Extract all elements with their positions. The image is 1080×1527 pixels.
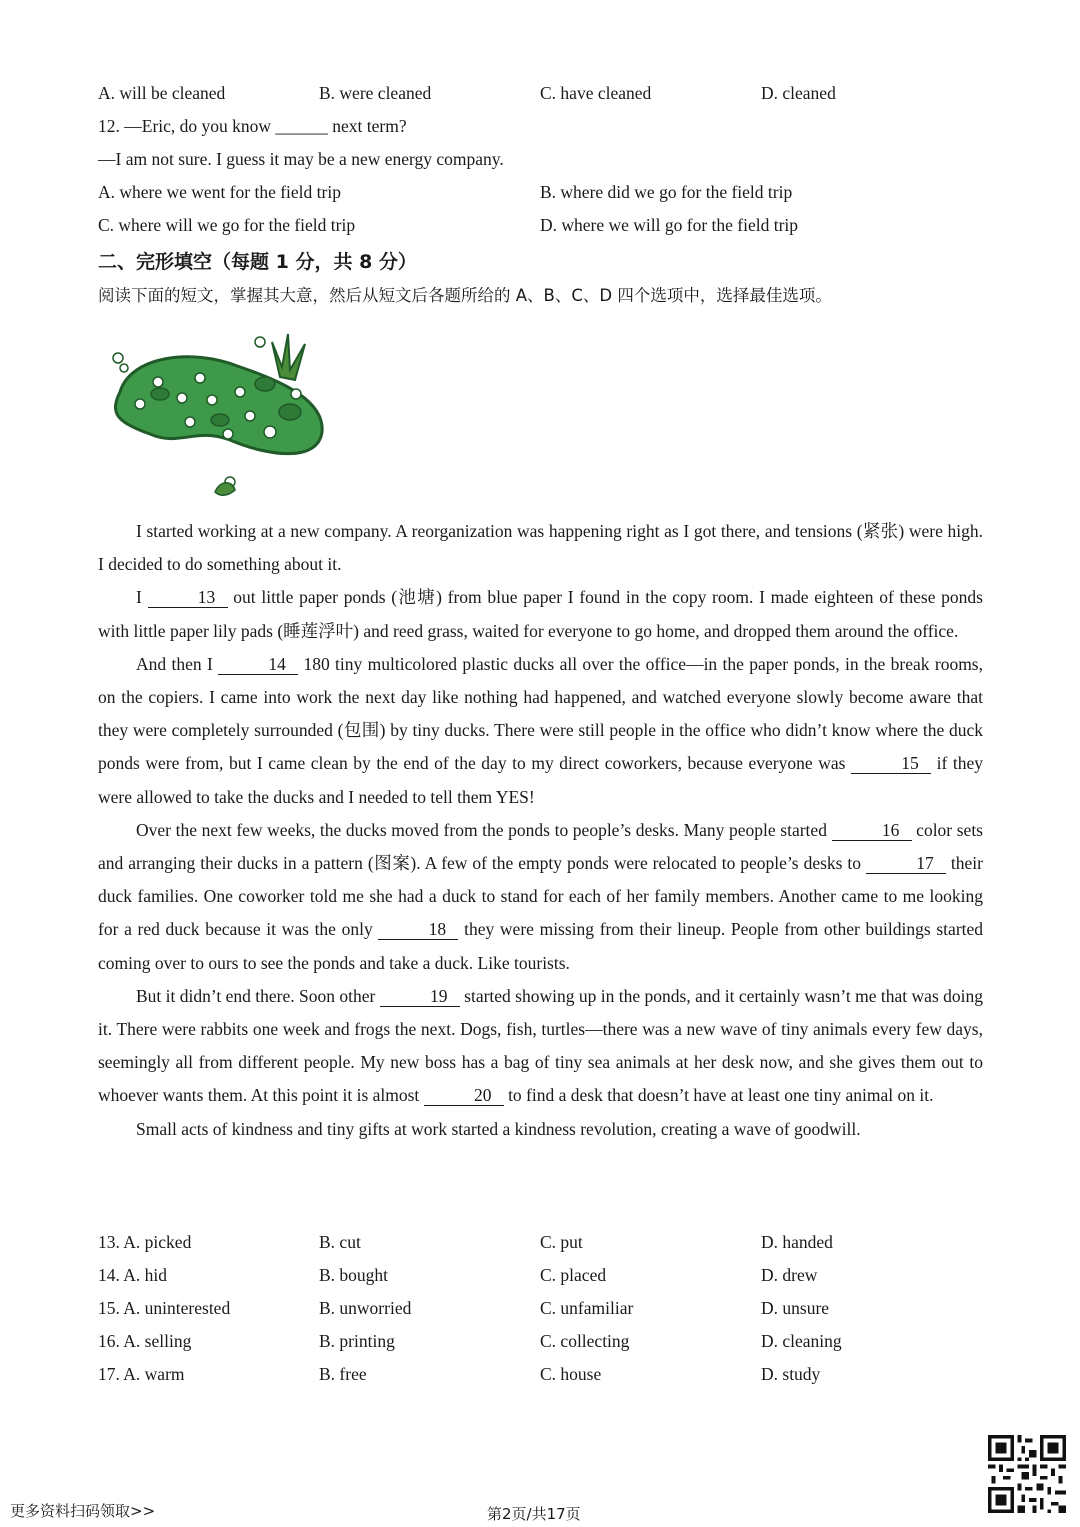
floating-leaf (215, 483, 235, 495)
section-title: 二、完形填空（每题 1 分，共 8 分） (98, 251, 417, 273)
footer-promo[interactable]: 更多资料扫码领取>> (10, 1502, 156, 1520)
choice-row-14: 14. A. hid B. bought C. placed D. drew (98, 1265, 818, 1285)
blank-16: 16 (832, 820, 912, 841)
q11-option-a: A. will be cleaned (98, 83, 226, 103)
paragraph-4: Over the next few weeks, the ducks moved from the ponds to people’s desks. Many people started 16 color sets and arranging their ducks in a pattern (图案). A few of the empty ponds were relocated to people’s desks to 17 their duck families. One coworker told me she had a duck to stand for each of her family members. Another came to me looking for a red duck because it was the only 18 they were missing from their lineup. People from other buildings started coming over to ours to see the ponds and take a duck. Like tourists. (98, 819, 984, 973)
q12-option-a: A. where we went for the field trip (98, 182, 341, 202)
q12-stem: 12. —Eric, do you know ______ next term? (98, 116, 407, 136)
blank-13: 13 (148, 587, 228, 608)
q12-options-row2 (98, 215, 988, 239)
pond-illustration (100, 322, 330, 502)
paragraph-5: But it didn’t end there. Soon other 19 started showing up in the ponds, and it certainly wasn’t me that was doing it. There were rabbits one week and frogs the next. Dogs, fish, turtles—there was a new wave of tiny animals every few days, seemingly all from different people. My new boss has a bag of tiny sea animals at her desk now, and she gives them out to whoever wants them. At this point it is almost 20 to find a desk that doesn’t have at least one tiny animal on it. (98, 985, 984, 1106)
paragraph-1: I started working at a new company. A reorganization was happening right as I got there, and tensions (紧张) were high. I decided to do something about it. (98, 521, 983, 575)
blank-14: 14 (218, 654, 298, 675)
blank-15: 15 (851, 753, 931, 774)
qr-code-icon[interactable] (988, 1435, 1066, 1513)
blank-17: 17 (866, 853, 946, 874)
choice-row-15: 15. A. uninterested B. unworried C. unfamiliar D. unsure (98, 1298, 830, 1318)
q12-option-c: C. where will we go for the field trip (98, 215, 356, 235)
paragraph-3: And then I 14 180 tiny multicolored plastic ducks all over the office—in the paper ponds, in the break rooms, on the copiers. I came into work the next day like nothing had happened, and watched everyone slowly become aware that they were completely surrounded (包围) by tiny ducks. There were still people in the office who didn’t know where the duck ponds were from, but I came clean by the end of the day to my direct coworkers, because everyone was 15 if they were allowed to take the ducks and I needed to tell them YES! (98, 653, 984, 807)
choice-row-13: 13. A. picked B. cut C. put D. handed (98, 1232, 833, 1252)
paragraph-2: I 13 out little paper ponds (池塘) from blue paper I found in the copy room. I made eighteen of these ponds with little paper lily pads (睡莲浮叶) and reed grass, waited for everyone to go home, and dropped them around the office. (98, 587, 983, 641)
q12-option-d: D. where we will go for the field trip (540, 215, 799, 235)
blank-18: 18 (378, 919, 458, 940)
page-number: 第2页/共17页 (487, 1505, 581, 1523)
q11-options (98, 83, 988, 107)
reed-grass (272, 334, 305, 380)
q11-option-d: D. cleaned (761, 83, 836, 103)
cloze-passage (98, 515, 983, 1146)
blank-20: 20 (424, 1085, 504, 1106)
paragraph-6: Small acts of kindness and tiny gifts at work started a kindness revolution, creating a wave of goodwill. (136, 1118, 861, 1139)
q12-options-row1 (98, 182, 988, 206)
blank-19: 19 (380, 986, 460, 1007)
choice-row-16: 16. A. selling B. printing C. collecting D. cleaning (98, 1331, 842, 1351)
q12-reply: —I am not sure. I guess it may be a new energy company. (98, 149, 504, 169)
q11-option-b: B. were cleaned (319, 83, 432, 103)
q12-option-b: B. where did we go for the field trip (540, 182, 793, 202)
q11-option-c: C. have cleaned (540, 83, 652, 103)
section-instruction: 阅读下面的短文，掌握其大意，然后从短文后各题所给的 A、B、C、D 四个选项中，选择最佳选项。 (98, 286, 832, 305)
choice-row-17: 17. A. warm B. free C. house D. study (98, 1364, 821, 1384)
